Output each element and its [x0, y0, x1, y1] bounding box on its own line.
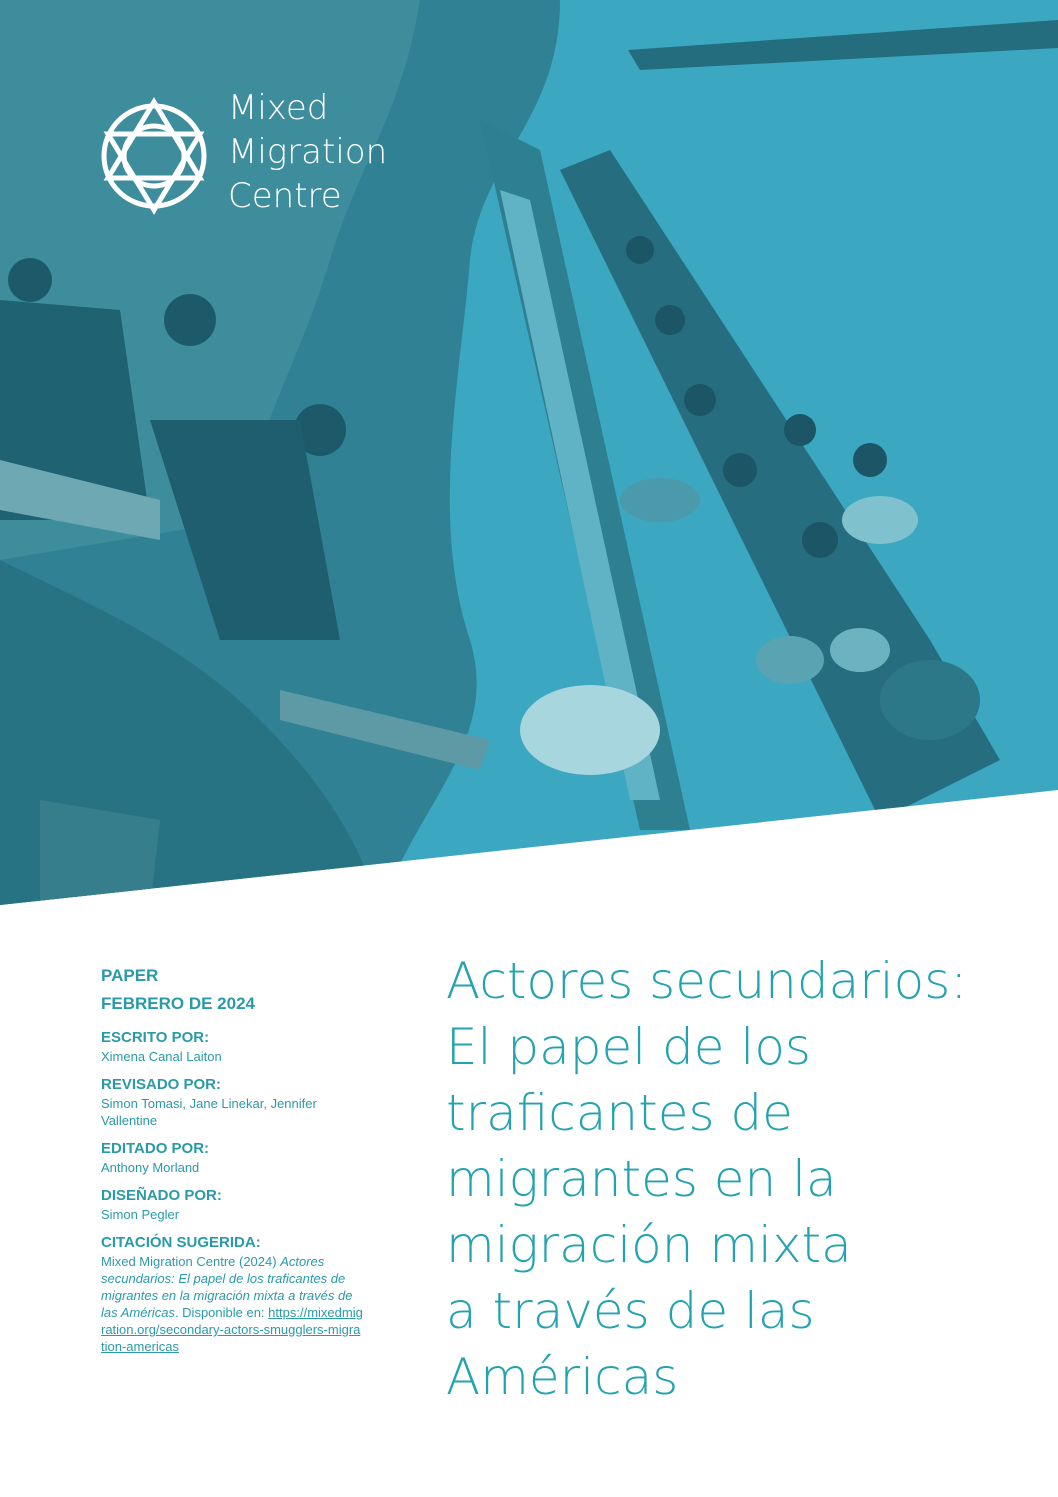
credit-label: ESCRITO POR:: [101, 1029, 210, 1046]
document-title: [446, 948, 1006, 1410]
citation-link[interactable]: https://mixedmigration.org/secondary-actors-smugglers-migration-americas: [101, 1305, 363, 1354]
credit-label: DISEÑADO POR:: [101, 1187, 222, 1204]
citation-prefix: Mixed Migration Centre (2024): [101, 1254, 281, 1269]
credit-value: Simon Tomasi, Jane Linekar, Jennifer Vallentine: [101, 1096, 317, 1128]
credit-label: EDITADO POR:: [101, 1140, 210, 1157]
credit-edited-by: [101, 1139, 401, 1176]
credit-reviewed-by: [101, 1075, 401, 1129]
citation-suffix: . Disponible en:: [174, 1305, 269, 1320]
credit-written-by: [101, 1028, 401, 1065]
title-line: migrantes en la: [446, 1150, 837, 1208]
mmc-star-circle-icon: [88, 90, 220, 222]
credit-designed-by: [101, 1186, 401, 1223]
publication-date: FEBRERO DE 2024: [101, 994, 255, 1013]
credit-value: Simon Pegler: [101, 1207, 180, 1222]
credit-value: Anthony Morland: [101, 1160, 200, 1175]
title-line: migración mixta: [446, 1216, 852, 1274]
doc-type: PAPER: [101, 966, 159, 985]
brand-name: [228, 86, 387, 218]
credit-value: Ximena Canal Laiton: [101, 1049, 222, 1064]
title-line: traficantes de: [446, 1084, 793, 1142]
brand-line-1: Mixed: [228, 88, 329, 128]
title-line: Actores secundarios:: [446, 952, 968, 1010]
suggested-citation: [101, 1233, 401, 1355]
title-line: a través de las: [446, 1282, 815, 1340]
credits-column: [101, 962, 401, 1355]
title-line: Américas: [446, 1348, 679, 1406]
citation-title: Actores secundarios: El papel de los traficantes de migrantes en la migración mixta a través de las Américas: [101, 1254, 353, 1320]
citation-text: [101, 1253, 363, 1355]
title-line: El papel de los: [446, 1018, 811, 1076]
brand-line-3: Centre: [228, 176, 342, 216]
brand-line-2: Migration: [228, 132, 388, 172]
citation-label: CITACIÓN SUGERIDA:: [101, 1234, 261, 1251]
mmc-logo: [88, 86, 428, 226]
credit-label: REVISADO POR:: [101, 1076, 222, 1093]
